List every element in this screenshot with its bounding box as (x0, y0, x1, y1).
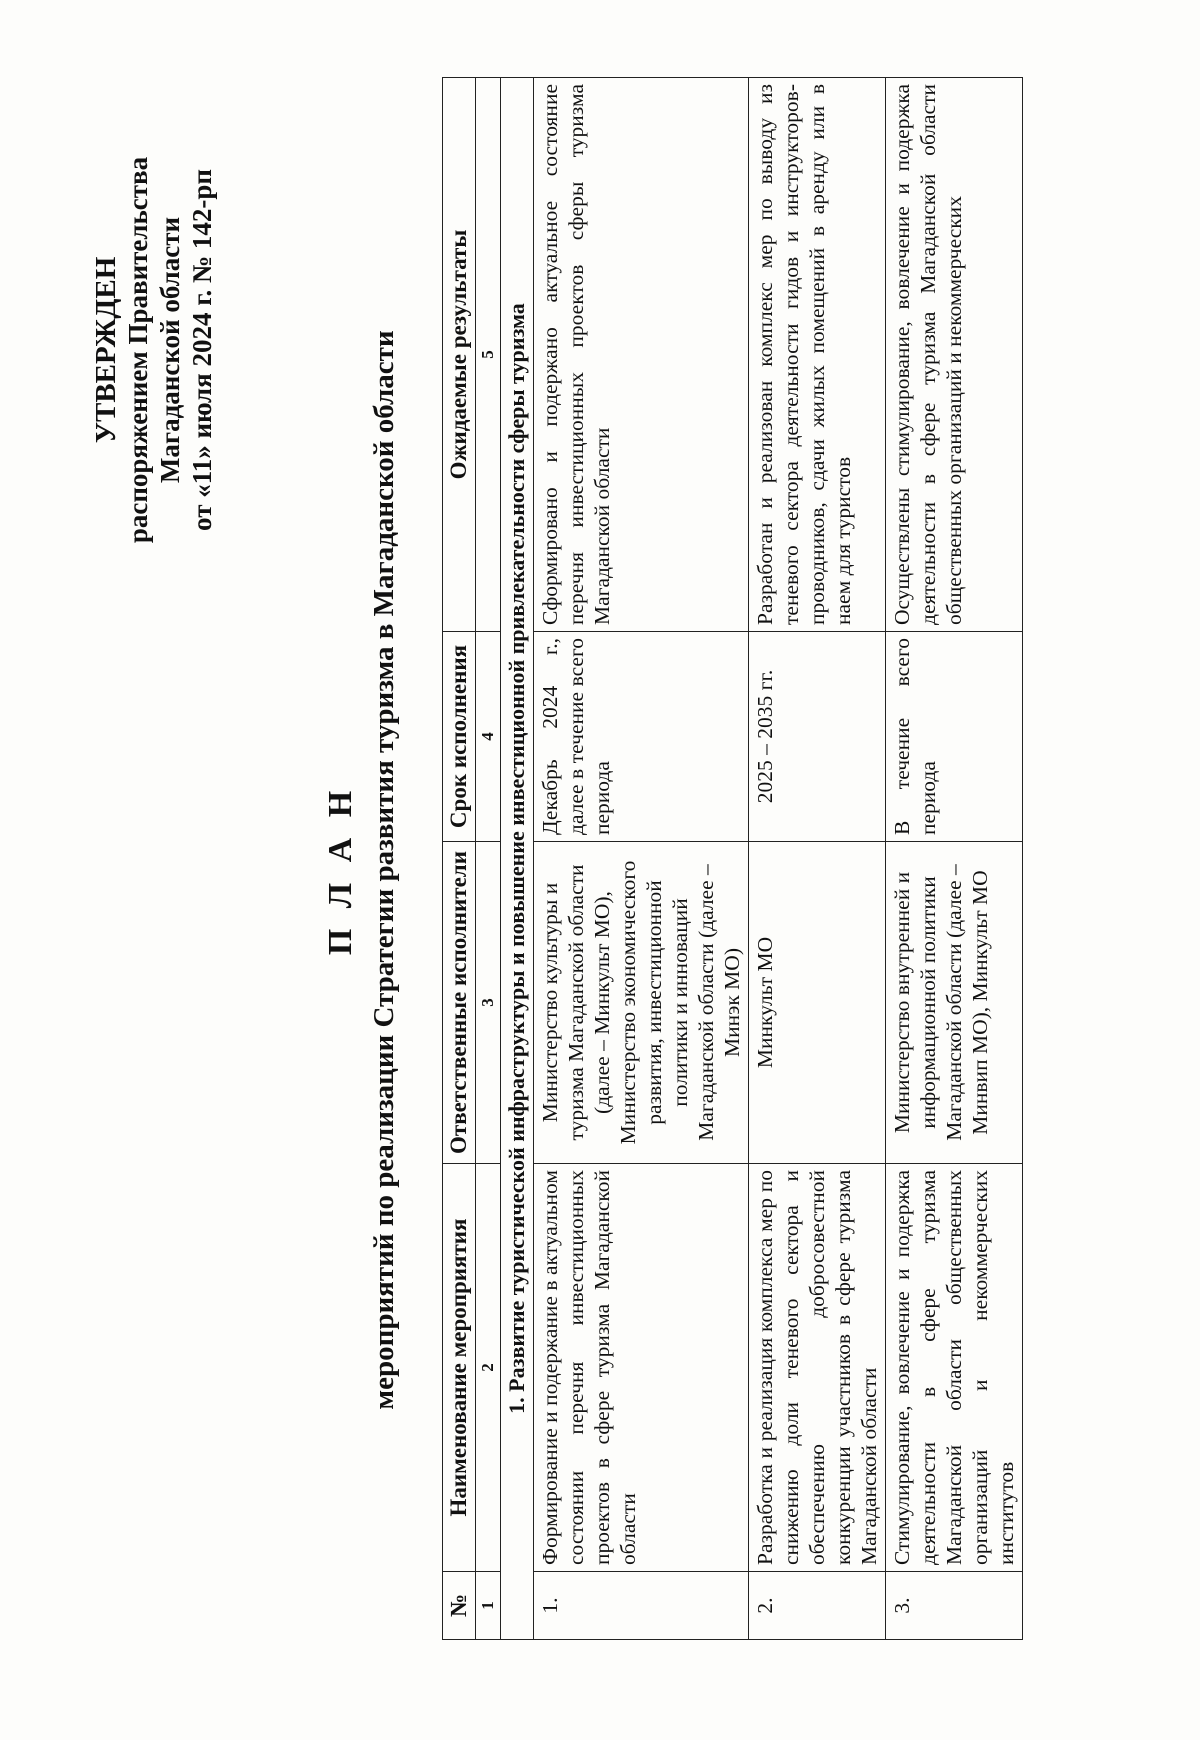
section-row (501, 78, 534, 1640)
header-executors: Ответственные исполнители (443, 842, 476, 1164)
table-header-row (443, 78, 476, 1640)
row-measure-name: Формирование и подержание в актуальном состоянии перечня инвестиционных проектов в сфере туризма Магаданской области (534, 1164, 749, 1572)
row-executors: Министерство культуры и туризма Магаданской области (далее – Минкульт МО), Министерство экономического развития, инвестиционной политики и инноваций Магаданской области (далее – Минэк МО) (534, 842, 749, 1164)
row-number: 3. (886, 1572, 1023, 1640)
approval-line-2: Магаданской области (155, 216, 185, 484)
approval-heading: УТВЕРЖДЕН (90, 256, 122, 444)
plan-table (442, 77, 1023, 1640)
row-expected-result: Осуществлены стимулирование, вовлечение и подержка деятельности в сфере туризма Магаданской области общественных организаций и некоммерческих (886, 78, 1023, 632)
column-number-4: 4 (476, 632, 501, 842)
column-number-3: 3 (476, 842, 501, 1164)
approval-stamp (90, 130, 218, 570)
plan-subtitle: мероприятий по реализации Стратегии развития туризма в Магаданской области (368, 330, 400, 1410)
approval-line-1: распоряжением Правительства (123, 156, 153, 544)
row-measure-name: Стимулирование, вовлечение и подержка деятельности в сфере туризма Магаданской области общественных организаций и некоммерческих институтов (886, 1164, 1023, 1572)
header-name: Наименование мероприятия (443, 1164, 476, 1572)
column-number-row (476, 78, 501, 1640)
column-number-1: 1 (476, 1572, 501, 1640)
table-row (886, 78, 1023, 1640)
approval-line-3: от «11» июля 2024 г. № 142-рп (187, 169, 217, 531)
row-number: 2. (749, 1572, 886, 1640)
header-deadline: Срок исполнения (443, 632, 476, 842)
table-row (749, 78, 886, 1640)
header-num: № (443, 1572, 476, 1640)
table-row (534, 78, 749, 1640)
column-number-5: 5 (476, 78, 501, 632)
row-deadline: В течение всего периода (886, 632, 1023, 842)
plan-title: П Л А Н (322, 784, 359, 956)
row-expected-result: Сформировано и подержано актуальное состояние перечня инвестиционных проектов сферы туризма Магаданской области (534, 78, 749, 632)
header-results: Ожидаемые результаты (443, 78, 476, 632)
row-deadline: Декабрь 2024 г., далее в течение всего периода (534, 632, 749, 842)
row-number: 1. (534, 1572, 749, 1640)
row-executors: Министерство внутренней и информационной политики Магаданской области (далее – Минвип МО), Минкульт МО (886, 842, 1023, 1164)
row-executors: Минкульт МО (749, 842, 886, 1164)
row-deadline: 2025 – 2035 гг. (749, 632, 886, 842)
row-expected-result: Разработан и реализован комплекс мер по выводу из теневого сектора деятельности гидов и инструкторов-проводников, сдачи жилых помещений в аренду или в наем для туристов (749, 78, 886, 632)
row-measure-name: Разработка и реализация комплекса мер по снижению доли теневого сектора и обеспечению добросовестной конкуренции участников в сфере туризма Магаданской области (749, 1164, 886, 1572)
section-title: 1. Развитие туристической инфраструктуры и повышение инвестиционной привлекательности сферы туризма (501, 78, 534, 1640)
column-number-2: 2 (476, 1164, 501, 1572)
